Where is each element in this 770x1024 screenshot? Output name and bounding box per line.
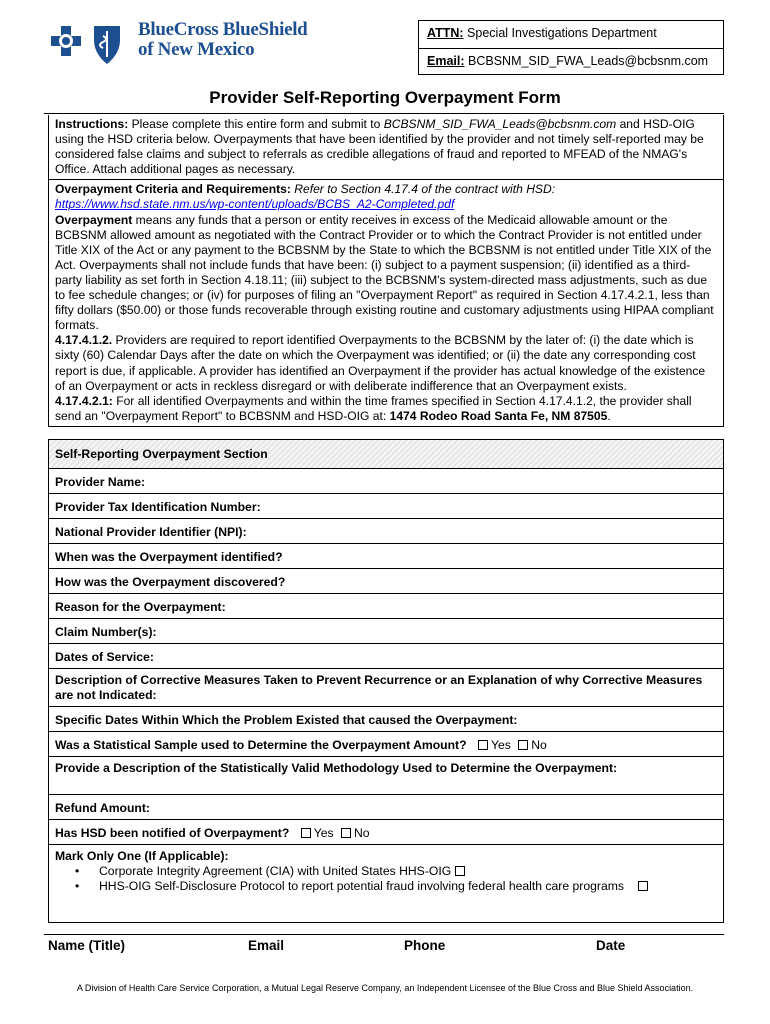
methodology-field[interactable]: Provide a Description of the Statistically Valid Methodology Used to Determine the Overpayment: xyxy=(49,756,723,794)
overpayment-definition: means any funds that a person or entity receives in excess of the Medicaid allowable amount or the BCBSNM allowed amount as negotiated with the Contract Provider or to which the Contract Provider is not entitled under Title XIX of the Act or any payment to the BCBSNM by the State to which the BCBSNM is not entitled under Title XIX of the Act. Overpayments shall not include funds that have been: (i) subject to a payment suspension; (ii) identified as a third-party liability as set forth in Section 4.18.11; (iii) subject to the BCBSNM's system-directed mass adjustments, such as due to fee schedule changes; or (iv) for purposes of filing an "Overpayment Report" as required in Section 4.17.4.2.1, less than fifty dollars ($50.00) or those funds recoverable through existing routine and customary adjustments using HIPAA compliant formats. xyxy=(55,212,714,333)
section-4-17-4-1-2-text: Providers are required to report identified Overpayments to the BCBSNM by the later of: (i) the date which is sixty (60) Calendar Days after the date on which the Overpayment was identified; or (ii) the date any corresponding cost report is due, if applicable. A provider has identified an Overpayment if the provider has actual knowledge of the existence of an Overpayment or acts in reckless disregard or with deliberate indifference that an Overpayment exists. xyxy=(55,333,706,393)
dates-of-service-field[interactable]: Dates of Service: xyxy=(49,643,723,668)
overpayment-discovered-field[interactable]: How was the Overpayment discovered? xyxy=(49,568,723,593)
attn-row xyxy=(419,21,723,48)
hsd-notified-question: Has HSD been notified of Overpayment? xyxy=(55,826,290,840)
statistical-no-checkbox[interactable] xyxy=(518,740,528,750)
specific-dates-field[interactable]: Specific Dates Within Which the Problem Existed that caused the Overpayment: xyxy=(49,706,723,731)
email-value: BCBSNM_SID_FWA_Leads@bcbsnm.com xyxy=(468,54,709,68)
npi-field[interactable]: National Provider Identifier (NPI): xyxy=(49,518,723,543)
instructions-block xyxy=(49,115,723,179)
section-4-17-4-1-2-label: 4.17.4.1.2. xyxy=(55,333,113,348)
list-item xyxy=(75,864,717,879)
refund-amount-field[interactable]: Refund Amount: xyxy=(49,794,723,819)
hsd-yes-label: Yes xyxy=(313,826,334,840)
cia-checkbox[interactable] xyxy=(455,866,465,876)
overpayment-term: Overpayment xyxy=(55,212,133,227)
form-section-header: Self-Reporting Overpayment Section xyxy=(49,440,723,468)
statistical-sample-row xyxy=(49,731,723,756)
instructions-label: Instructions: xyxy=(55,117,129,131)
page-title: Provider Self-Reporting Overpayment Form xyxy=(209,88,561,107)
signature-email-label: Email xyxy=(248,938,285,953)
mailing-address: 1474 Rodeo Road Santa Fe, NM 87505 xyxy=(389,408,608,423)
attn-value: Special Investigations Department xyxy=(467,26,657,40)
hsd-contract-link[interactable]: https://www.hsd.state.nm.us/wp-content/uploads/BCBS_A2-Completed.pdf xyxy=(55,197,455,212)
signature-line xyxy=(44,934,724,935)
hsd-notified-row xyxy=(49,819,723,844)
criteria-label: Overpayment Criteria and Requirements: xyxy=(55,182,291,197)
section-4-17-4-2-1-label: 4.17.4.2.1: xyxy=(55,393,113,408)
instructions-box xyxy=(48,115,724,427)
instructions-email: BCBSNM_SID_FWA_Leads@bcbsnm.com xyxy=(383,117,617,131)
cross-shield-logo-icon xyxy=(48,20,132,68)
statistical-yes-checkbox[interactable] xyxy=(478,740,488,750)
instructions-text-2: and HSD-OIG using the HSD criteria below. Overpayments that have been identified by the provider and not timely self-reported may be considered false claims and subject to referrals as credible allegations of fraud and reported to MFEAD of the NMAG's Office. Attach additional pages as necessary. xyxy=(55,117,704,177)
corrective-measures-field[interactable]: Description of Corrective Measures Taken to Prevent Recurrence or an Explanation of why Corrective Measures are not Indicated: xyxy=(49,668,723,706)
signature-name-label: Name (Title) xyxy=(48,938,126,953)
overpayment-form xyxy=(48,439,724,923)
self-disclosure-checkbox[interactable] xyxy=(638,881,648,891)
overpayment-identified-field[interactable]: When was the Overpayment identified? xyxy=(49,543,723,568)
signature-phone-label: Phone xyxy=(404,938,446,953)
mark-one-label: Mark Only One (If Applicable): xyxy=(55,849,229,863)
criteria-refer: Refer to Section 4.17.4 of the contract with HSD: xyxy=(290,182,556,197)
brand-name: BlueCross BlueShield xyxy=(138,19,308,40)
section-4-17-4-2-1-text: For all identified Overpayments and within the time frames specified in Section 4.17.4.1.2, the provider shall send an "Overpayment Report" to BCBSNM and HSD-OIG at: xyxy=(55,393,692,423)
list-item xyxy=(75,879,717,894)
instructions-text-1: Please complete this entire form and submit to xyxy=(128,117,384,131)
hsd-yes-checkbox[interactable] xyxy=(301,828,311,838)
criteria-block xyxy=(49,179,723,426)
attn-box xyxy=(418,20,724,75)
provider-tin-field[interactable]: Provider Tax Identification Number: xyxy=(49,493,723,518)
statistical-no-label: No xyxy=(531,738,547,752)
mark-one-row xyxy=(49,844,723,922)
page-footer: A Division of Health Care Service Corporation, a Mutual Legal Reserve Company, an Independent Licensee of the Blue Cross and Blue Shield Association. xyxy=(76,983,694,993)
signature-date-label: Date xyxy=(596,938,626,953)
claim-numbers-field[interactable]: Claim Number(s): xyxy=(49,618,723,643)
self-disclosure-option-label: HHS-OIG Self-Disclosure Protocol to report potential fraud involving federal health care programs xyxy=(99,879,624,893)
email-label: Email: xyxy=(427,54,465,68)
hsd-no-checkbox[interactable] xyxy=(341,828,351,838)
brand-region: of New Mexico xyxy=(138,39,255,60)
attn-label: ATTN: xyxy=(427,26,464,40)
title-divider xyxy=(44,113,724,114)
email-row xyxy=(419,48,723,75)
statistical-sample-question: Was a Statistical Sample used to Determine the Overpayment Amount? xyxy=(55,738,467,752)
address-period: . xyxy=(607,408,611,423)
overpayment-reason-field[interactable]: Reason for the Overpayment: xyxy=(49,593,723,618)
provider-name-field[interactable]: Provider Name: xyxy=(49,468,723,493)
statistical-yes-label: Yes xyxy=(490,738,511,752)
agreement-options xyxy=(55,864,717,894)
cia-option-label: Corporate Integrity Agreement (CIA) with United States HHS-OIG xyxy=(99,864,452,878)
bcbsnm-logo xyxy=(48,20,348,68)
hsd-no-label: No xyxy=(353,826,370,840)
